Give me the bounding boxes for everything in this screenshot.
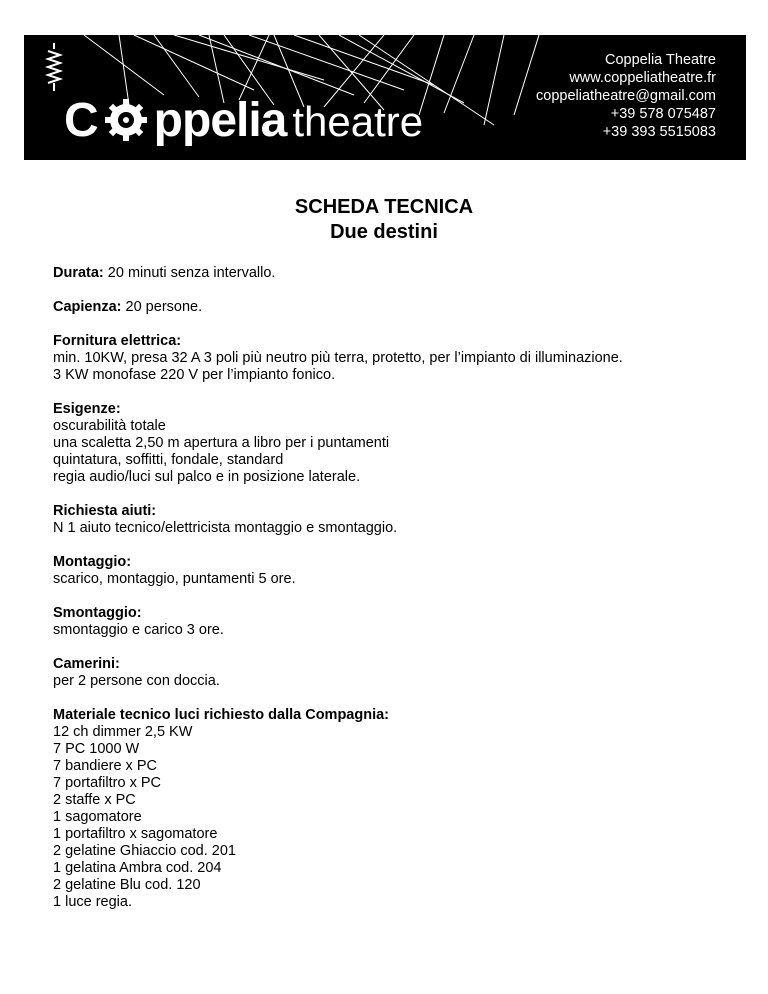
section-line: regia audio/luci sul palco e in posizione laterale. [53,469,361,485]
contact-block [536,51,716,141]
section-camerini [53,656,733,690]
list-item: 2 gelatine Blu cod. 120 [53,877,201,893]
title-line-2: Due destini [330,221,438,243]
logo [64,94,424,147]
section-label: Durata: [53,265,104,281]
logo-wordmark: ppelia [153,94,287,147]
list-item: 1 luce regia. [53,894,132,910]
section-line: per 2 persone con doccia. [53,673,220,689]
company-name: Coppelia Theatre [605,52,716,68]
section-smontaggio [53,605,733,639]
section-line: oscurabilità totale [53,418,166,434]
section-text: 20 persone. [121,299,203,315]
list-item: 2 gelatine Ghiaccio cod. 201 [53,843,236,859]
section-label: Richiesta aiuti: [53,503,157,519]
section-label: Fornitura elettrica: [53,333,182,349]
section-fornitura-elettrica [53,333,733,384]
phone-1: +39 578 075487 [610,106,716,122]
phone-2: +39 393 5515083 [602,124,716,140]
section-line: smontaggio e carico 3 ore. [53,622,224,638]
spring-icon [48,43,60,91]
list-item: 7 portafiltro x PC [53,775,161,791]
section-montaggio [53,554,733,588]
list-item: 1 portafiltro x sagomatore [53,826,218,842]
list-item: 12 ch dimmer 2,5 KW [53,724,193,740]
section-capienza [53,299,733,316]
list-item: 7 bandiere x PC [53,758,157,774]
title-line-1: SCHEDA TECNICA [294,196,474,218]
section-line: una scaletta 2,50 m apertura a libro per i puntamenti [53,435,390,451]
logo-suffix: theatre [292,98,424,145]
section-label: Capienza: [53,299,122,315]
section-durata [53,265,733,282]
list-item: 7 PC 1000 W [53,741,140,757]
logo-letter-c: C [64,94,98,147]
section-richiesta-aiuti [53,503,733,537]
section-label: Esigenze: [53,401,121,417]
section-line: scarico, montaggio, puntamenti 5 ore. [53,571,296,587]
list-item: 1 gelatina Ambra cod. 204 [53,860,222,876]
section-materiale-tecnico [53,707,733,911]
document-title [0,195,768,245]
section-esigenze [53,401,733,486]
section-line: min. 10KW, presa 32 A 3 poli più neutro più terra, protetto, per l’impianto di illuminazione. [53,350,623,366]
list-item: 1 sagomatore [53,809,142,825]
header-banner [24,35,746,160]
section-label: Materiale tecnico luci richiesto dalla Compagnia: [53,707,390,723]
section-label: Smontaggio: [53,605,142,621]
section-label: Montaggio: [53,554,132,570]
document-body [53,265,733,928]
section-text: 20 minuti senza intervallo. [103,265,276,281]
section-line: 3 KW monofase 220 V per l’impianto fonico. [53,367,336,383]
section-line: quintatura, soffitti, fondale, standard [53,452,284,468]
section-line: N 1 aiuto tecnico/elettricista montaggio e smontaggio. [53,520,398,536]
website-link[interactable]: www.coppeliatheatre.fr [569,70,716,86]
section-label: Camerini: [53,656,120,672]
list-item: 2 staffe x PC [53,792,136,808]
gear-icon [100,98,152,142]
email-link[interactable]: coppeliatheatre@gmail.com [536,88,716,104]
